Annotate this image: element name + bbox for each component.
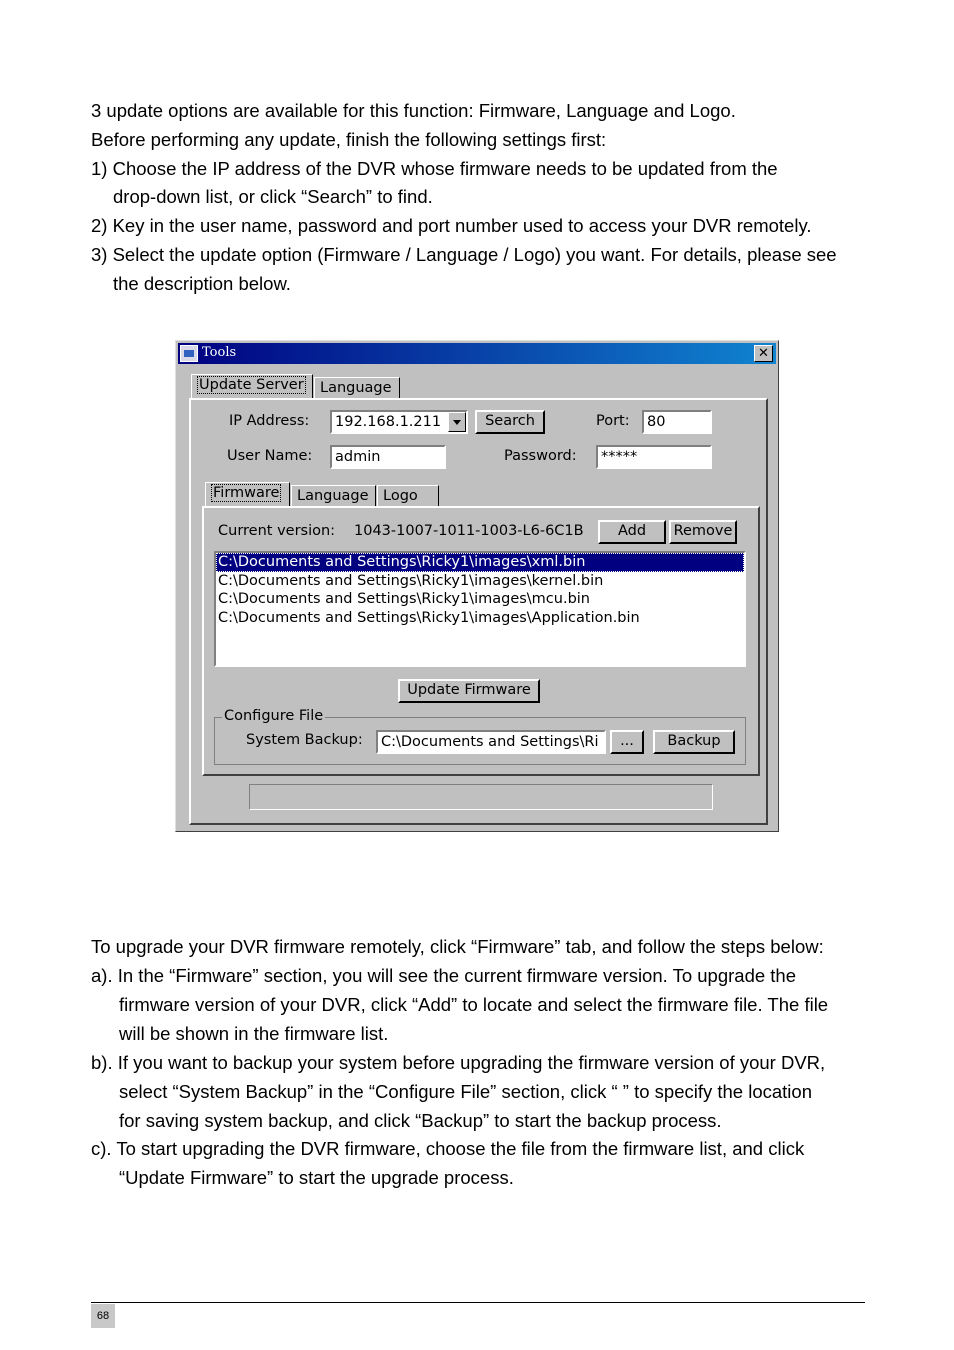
port-input[interactable]: 80 bbox=[642, 410, 712, 434]
step-3-line-2: the description below. bbox=[113, 273, 291, 294]
browse-button[interactable]: ... bbox=[610, 730, 644, 754]
instructions-intro: To upgrade your DVR firmware remotely, click “Firmware” tab, and follow the steps below: bbox=[91, 936, 824, 957]
step-3-line-1: 3) Select the update option (Firmware / Language / Logo) you want. For details, please see bbox=[91, 244, 837, 265]
intro-line-2: Before performing any update, finish the following settings first: bbox=[91, 129, 607, 150]
system-backup-label: System Backup: bbox=[246, 732, 363, 748]
title-bar bbox=[178, 343, 776, 364]
close-icon[interactable]: ✕ bbox=[754, 345, 773, 362]
step-c-line-1: c). To start upgrading the DVR firmware, choose the file from the firmware list, and click bbox=[91, 1138, 805, 1159]
subtab-logo-label: Logo bbox=[383, 488, 418, 504]
remove-button[interactable]: Remove bbox=[669, 520, 737, 544]
tab-update-server-label: Update Server bbox=[199, 377, 304, 393]
intro-line-1: 3 update options are available for this function: Firmware, Language and Logo. bbox=[91, 100, 736, 121]
app-icon bbox=[180, 345, 198, 362]
ip-address-label: IP Address: bbox=[229, 413, 310, 429]
step-1-line-2: drop-down list, or click “Search” to find. bbox=[113, 186, 433, 207]
search-button[interactable]: Search bbox=[475, 410, 545, 434]
step-2: 2) Key in the user name, password and port number used to access your DVR remotely. bbox=[91, 215, 812, 236]
page-number: 68 bbox=[91, 1304, 115, 1328]
footer-divider bbox=[91, 1302, 865, 1303]
port-label: Port: bbox=[596, 413, 630, 429]
list-item[interactable]: C:\Documents and Settings\Ricky1\images\mcu.bin bbox=[218, 591, 590, 607]
step-a-line-2: firmware version of your DVR, click “Add” to locate and select the firmware file. The file bbox=[119, 994, 829, 1015]
subtab-firmware-label: Firmware bbox=[213, 485, 280, 501]
tab-language-label: Language bbox=[320, 380, 392, 396]
tools-dialog bbox=[175, 340, 779, 832]
current-version-value: 1043-1007-1011-1003-L6-6C1B bbox=[354, 523, 584, 539]
tab-update-server[interactable] bbox=[191, 374, 313, 398]
step-b-line-3: for saving system backup, and click “Backup” to start the backup process. bbox=[119, 1110, 722, 1131]
step-a-line-1: a). In the “Firmware” section, you will see the current firmware version. To upgrade the bbox=[91, 965, 797, 986]
tab-language[interactable] bbox=[314, 377, 400, 398]
list-item[interactable]: C:\Documents and Settings\Ricky1\images\xml.bin bbox=[216, 553, 744, 572]
subtab-language-label: Language bbox=[297, 488, 369, 504]
current-version-label: Current version: bbox=[218, 523, 336, 539]
subtab-logo[interactable] bbox=[377, 485, 439, 506]
step-b-line-2: select “System Backup” in the “Configure File” section, click “ ” to specify the location bbox=[119, 1081, 812, 1102]
backup-path-input[interactable]: C:\Documents and Settings\Ri bbox=[376, 730, 606, 754]
step-a-line-3: will be shown in the firmware list. bbox=[119, 1023, 389, 1044]
password-label: Password: bbox=[504, 448, 577, 464]
progress-bar bbox=[249, 784, 713, 810]
chevron-down-icon[interactable] bbox=[448, 412, 466, 432]
subtab-firmware[interactable] bbox=[205, 482, 290, 506]
user-name-input[interactable]: admin bbox=[330, 445, 446, 469]
step-b-line-1: b). If you want to backup your system before upgrading the firmware version of your DVR, bbox=[91, 1052, 826, 1073]
firmware-file-list[interactable] bbox=[214, 551, 746, 667]
ip-address-value: 192.168.1.211 bbox=[335, 414, 442, 430]
step-1-line-1: 1) Choose the IP address of the DVR whose firmware needs to be updated from the bbox=[91, 158, 778, 179]
password-input[interactable]: ***** bbox=[596, 445, 712, 469]
ip-address-combo[interactable] bbox=[330, 410, 468, 434]
add-button[interactable]: Add bbox=[598, 520, 666, 544]
backup-button[interactable]: Backup bbox=[653, 730, 735, 754]
list-item[interactable]: C:\Documents and Settings\Ricky1\images\Application.bin bbox=[218, 609, 640, 626]
step-c-line-2: “Update Firmware” to start the upgrade process. bbox=[119, 1167, 514, 1188]
subtab-language[interactable] bbox=[291, 485, 376, 506]
update-firmware-button[interactable]: Update Firmware bbox=[398, 679, 540, 703]
configure-file-title: Configure File bbox=[224, 708, 324, 724]
list-item[interactable]: C:\Documents and Settings\Ricky1\images\kernel.bin bbox=[218, 572, 604, 589]
user-name-label: User Name: bbox=[227, 448, 313, 464]
dialog-title: Tools bbox=[202, 345, 237, 360]
